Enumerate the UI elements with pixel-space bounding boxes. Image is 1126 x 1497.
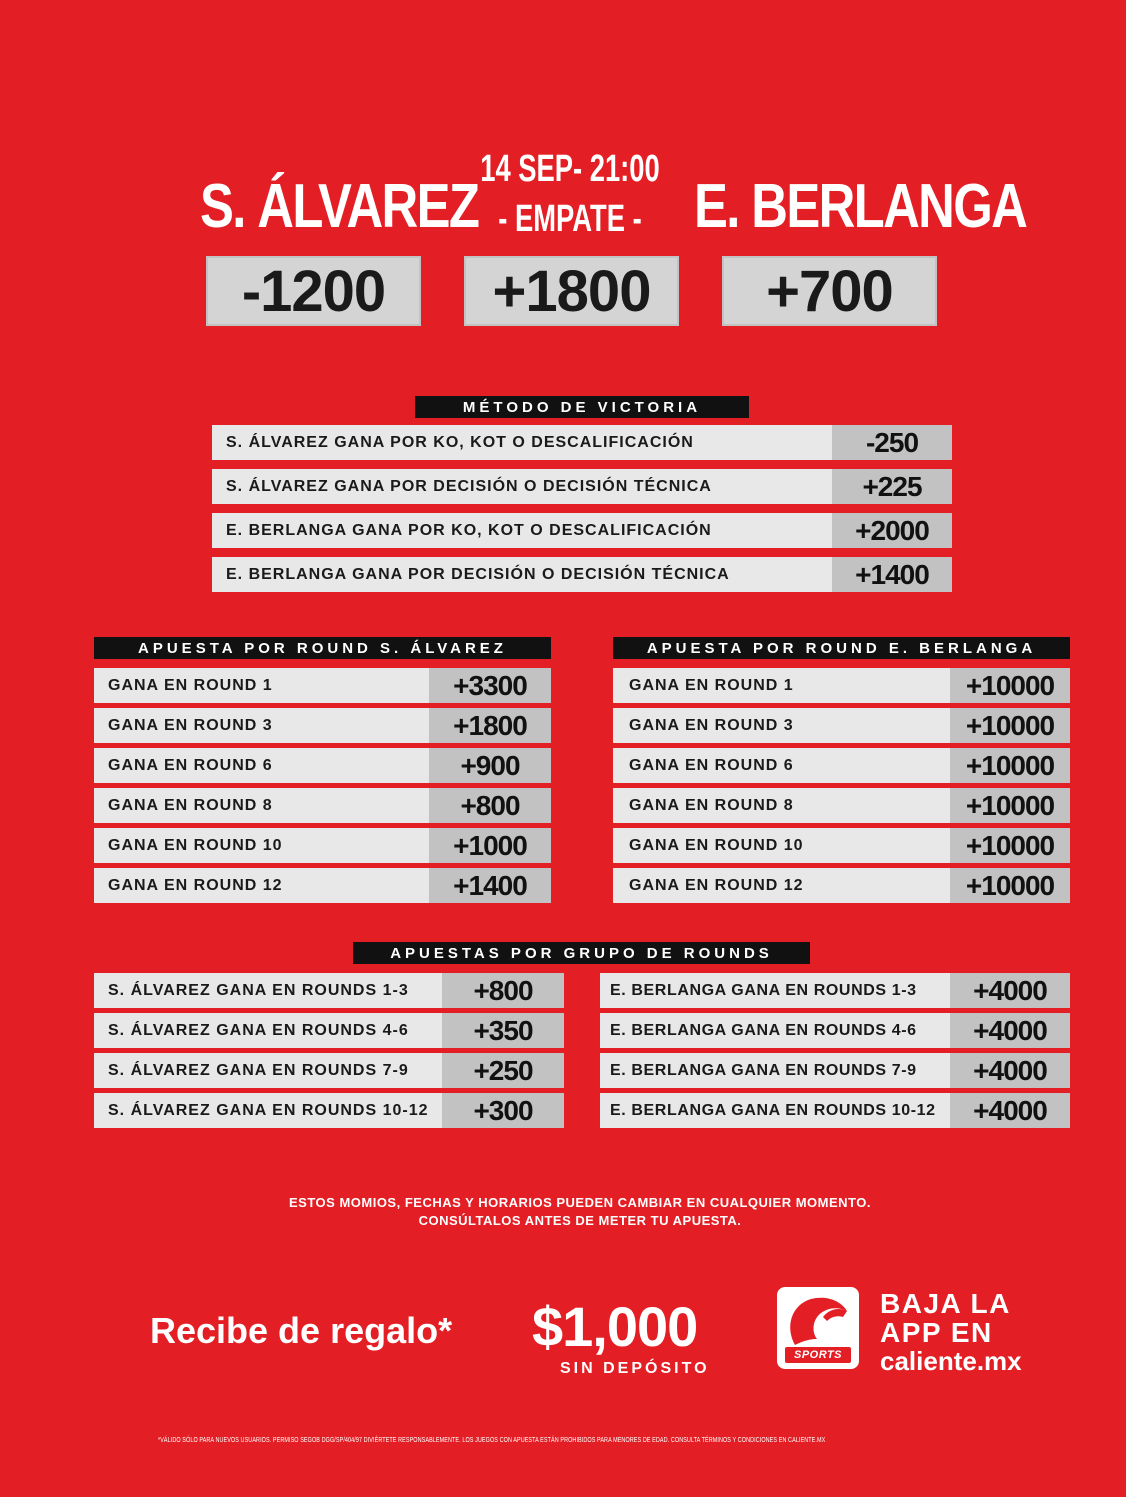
grupo-odds: +4000	[950, 1053, 1070, 1088]
grupo-row[interactable]	[94, 973, 564, 1008]
odds-disclaimer	[180, 1194, 980, 1230]
disclaimer-line-2: CONSÚLTALOS ANTES DE METER TU APUESTA.	[418, 1213, 742, 1228]
grupo-row[interactable]	[600, 973, 1070, 1008]
grupo-odds: +4000	[950, 1093, 1070, 1128]
fighter-left-name: S. ÁLVAREZ	[200, 172, 479, 241]
round-label: GANA EN ROUND 10	[613, 828, 950, 863]
app-line-1: BAJA LA	[880, 1288, 1011, 1319]
grupo-row[interactable]	[600, 1013, 1070, 1048]
app-url: caliente.mx	[880, 1346, 1022, 1376]
round-row[interactable]	[94, 788, 551, 823]
odds-draw[interactable]: +1800	[464, 256, 679, 326]
round-berlanga-header: APUESTA POR ROUND E. BERLANGA	[613, 637, 1070, 659]
round-row[interactable]	[613, 788, 1070, 823]
metodo-label: S. ÁLVAREZ GANA POR KO, KOT O DESCALIFICACIÓN	[212, 425, 832, 460]
metodo-row[interactable]	[212, 425, 952, 460]
round-label: GANA EN ROUND 12	[94, 868, 429, 903]
odds-right[interactable]: +700	[722, 256, 937, 326]
round-odds: +10000	[950, 788, 1070, 823]
disclaimer-line-1: ESTOS MOMIOS, FECHAS Y HORARIOS PUEDEN CAMBIAR EN CUALQUIER MOMENTO.	[289, 1195, 871, 1210]
round-label: GANA EN ROUND 3	[94, 708, 429, 743]
grupo-label: S. ÁLVAREZ GANA EN ROUNDS 10-12	[94, 1093, 442, 1128]
odds-left[interactable]: -1200	[206, 256, 421, 326]
metodo-label: S. ÁLVAREZ GANA POR DECISIÓN O DECISIÓN TÉCNICA	[212, 469, 832, 504]
grupo-label: S. ÁLVAREZ GANA EN ROUNDS 1-3	[94, 973, 442, 1008]
round-label: GANA EN ROUND 1	[613, 668, 950, 703]
metodo-header: MÉTODO DE VICTORIA	[415, 396, 749, 418]
promo-sub: SIN DEPÓSITO	[560, 1360, 710, 1377]
round-odds: +10000	[950, 748, 1070, 783]
metodo-label: E. BERLANGA GANA POR DECISIÓN O DECISIÓN TÉCNICA	[212, 557, 832, 592]
metodo-odds: -250	[832, 425, 952, 460]
grupo-odds: +300	[442, 1093, 564, 1128]
round-odds: +1000	[429, 828, 551, 863]
round-row[interactable]	[613, 668, 1070, 703]
grupo-row[interactable]	[94, 1053, 564, 1088]
round-label: GANA EN ROUND 8	[94, 788, 429, 823]
round-row[interactable]	[94, 668, 551, 703]
grupo-left-table	[94, 973, 564, 1128]
grupo-odds: +800	[442, 973, 564, 1008]
round-odds: +900	[429, 748, 551, 783]
round-row[interactable]	[613, 828, 1070, 863]
grupo-odds: +4000	[950, 1013, 1070, 1048]
round-label: GANA EN ROUND 6	[613, 748, 950, 783]
grupo-odds: +4000	[950, 973, 1070, 1008]
promo-amount: $1,000	[532, 1295, 698, 1358]
grupo-right-table	[600, 973, 1070, 1128]
round-row[interactable]	[94, 748, 551, 783]
round-berlanga-table	[613, 668, 1070, 903]
grupo-row[interactable]	[600, 1093, 1070, 1128]
round-row[interactable]	[94, 708, 551, 743]
app-download-text[interactable]	[880, 1289, 1022, 1376]
draw-label: - EMPATE -	[498, 198, 642, 240]
logo-label: SPORTS	[793, 1349, 843, 1361]
round-row[interactable]	[94, 828, 551, 863]
grupo-odds: +350	[442, 1013, 564, 1048]
caliente-sports-logo[interactable]	[777, 1287, 859, 1369]
metodo-row[interactable]	[212, 557, 952, 592]
metodo-odds: +2000	[832, 513, 952, 548]
metodo-table	[212, 425, 952, 592]
round-row[interactable]	[613, 708, 1070, 743]
metodo-row[interactable]	[212, 469, 952, 504]
round-label: GANA EN ROUND 12	[613, 868, 950, 903]
round-odds: +10000	[950, 708, 1070, 743]
grupo-row[interactable]	[94, 1013, 564, 1048]
round-odds: +1400	[429, 868, 551, 903]
fighter-right-name: E. BERLANGA	[694, 172, 1027, 241]
app-line-2: APP EN	[880, 1317, 993, 1348]
round-row[interactable]	[94, 868, 551, 903]
round-odds: +1800	[429, 708, 551, 743]
round-label: GANA EN ROUND 10	[94, 828, 429, 863]
grupo-label: E. BERLANGA GANA EN ROUNDS 4-6	[600, 1013, 950, 1048]
round-odds: +800	[429, 788, 551, 823]
grupo-label: S. ÁLVAREZ GANA EN ROUNDS 4-6	[94, 1013, 442, 1048]
round-row[interactable]	[613, 748, 1070, 783]
round-label: GANA EN ROUND 8	[613, 788, 950, 823]
grupo-odds: +250	[442, 1053, 564, 1088]
metodo-label: E. BERLANGA GANA POR KO, KOT O DESCALIFICACIÓN	[212, 513, 832, 548]
round-odds: +10000	[950, 828, 1070, 863]
grupo-header: APUESTAS POR GRUPO DE ROUNDS	[353, 942, 810, 964]
grupo-label: E. BERLANGA GANA EN ROUNDS 1-3	[600, 973, 950, 1008]
grupo-row[interactable]	[600, 1053, 1070, 1088]
round-alvarez-table	[94, 668, 551, 903]
round-odds: +3300	[429, 668, 551, 703]
grupo-label: E. BERLANGA GANA EN ROUNDS 7-9	[600, 1053, 950, 1088]
round-label: GANA EN ROUND 6	[94, 748, 429, 783]
metodo-odds: +1400	[832, 557, 952, 592]
round-label: GANA EN ROUND 3	[613, 708, 950, 743]
round-label: GANA EN ROUND 1	[94, 668, 429, 703]
event-date: 14 SEP- 21:00	[480, 148, 660, 190]
round-odds: +10000	[950, 868, 1070, 903]
grupo-label: E. BERLANGA GANA EN ROUNDS 10-12	[600, 1093, 950, 1128]
metodo-odds: +225	[832, 469, 952, 504]
promo-text: Recibe de regalo*	[150, 1310, 453, 1351]
legal-fine-print: *VÁLIDO SÓLO PARA NUEVOS USUARIOS. PERMISO SEGOB DGG/SP/404/97 DIVIÉRTETE RESPONSABLEMENTE. LOS JUEGOS CON APUESTA ESTÁN PROHIBIDOS PARA MENORES DE EDAD. CONSULTA TÉRMINOS Y CONDICIONES EN CALIENTE.MX	[158, 1437, 826, 1444]
round-odds: +10000	[950, 668, 1070, 703]
round-alvarez-header: APUESTA POR ROUND S. ÁLVAREZ	[94, 637, 551, 659]
grupo-label: S. ÁLVAREZ GANA EN ROUNDS 7-9	[94, 1053, 442, 1088]
metodo-row[interactable]	[212, 513, 952, 548]
round-row[interactable]	[613, 868, 1070, 903]
grupo-row[interactable]	[94, 1093, 564, 1128]
